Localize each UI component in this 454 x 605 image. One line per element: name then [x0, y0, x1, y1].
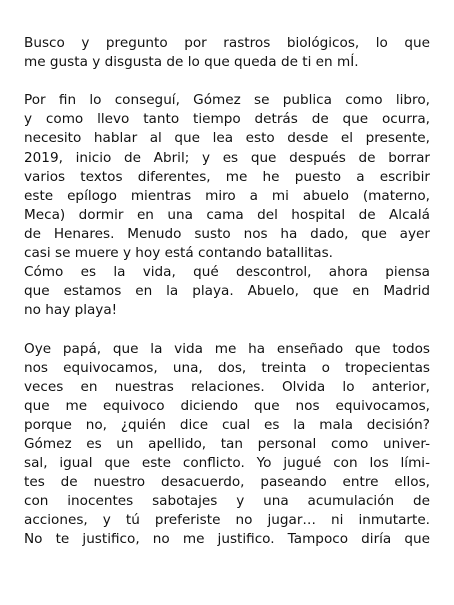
text-line: con inocentes sabotajes y una acumulación de	[24, 493, 430, 510]
text-line: Cómo es la vida, qué descontrol, ahora piensa	[24, 264, 430, 281]
text-line: y como llevo tanto tiempo detrás de que ocurra,	[24, 111, 430, 128]
text-line: Busco y pregunto por rastros biológicos, lo que	[24, 35, 430, 51]
text-line: necesito hablar al que lea esto desde el presente,	[24, 130, 430, 147]
paragraph-2	[24, 91, 430, 320]
text-line: que estamos en la playa. Abuelo, que en Madrid	[24, 283, 430, 300]
text-line: me gusta y disgusta de lo que queda de ti en mÍ.	[24, 54, 359, 71]
text-line: porque no, ¿quién dice cual es la mala decisión?	[24, 416, 430, 433]
text-line: nos equivocamos, una, dos, treinta o tropecientas	[24, 359, 430, 376]
text-line: este epílogo mientras miro a mi abuelo (materno,	[24, 187, 430, 204]
text-line: que me equivoco diciendo que nos equivocamos,	[24, 397, 430, 414]
text-line: veces en nuestras relaciones. Olvida lo anterior,	[24, 378, 430, 395]
text-line: no hay playa!	[24, 302, 118, 319]
text-line: Meca) dormir en una cama del hospital de Alcalá	[24, 206, 430, 223]
text-line: sal, igual que este conflicto. Yo jugué con los lími-	[24, 455, 430, 472]
text-line: Gómez es un apellido, tan personal como univer-	[24, 435, 430, 452]
text-line: Oye papá, que la vida me ha enseñado que todos	[24, 340, 430, 357]
text-line: casi se muere y hoy está contando batallitas.	[24, 245, 333, 262]
text-line: tes de nuestro desacuerdo, paseando entre ellos,	[24, 474, 430, 491]
document-page	[24, 34, 430, 569]
text-line: varios textos diferentes, me he puesto a escribir	[24, 168, 430, 185]
text-line: Por fin lo conseguí, Gómez se publica como libro,	[24, 92, 430, 109]
paragraph-3	[24, 340, 430, 550]
text-line: No te justifico, no me justifico. Tampoco diría que	[24, 531, 430, 548]
paragraph-1	[24, 34, 430, 72]
text-line: acciones, y tú preferiste no jugar… ni inmutarte.	[24, 512, 430, 529]
text-line: 2019, inicio de Abril; y es que después de borrar	[24, 149, 430, 166]
text-line: de Henares. Menudo susto nos ha dado, que ayer	[24, 225, 430, 242]
